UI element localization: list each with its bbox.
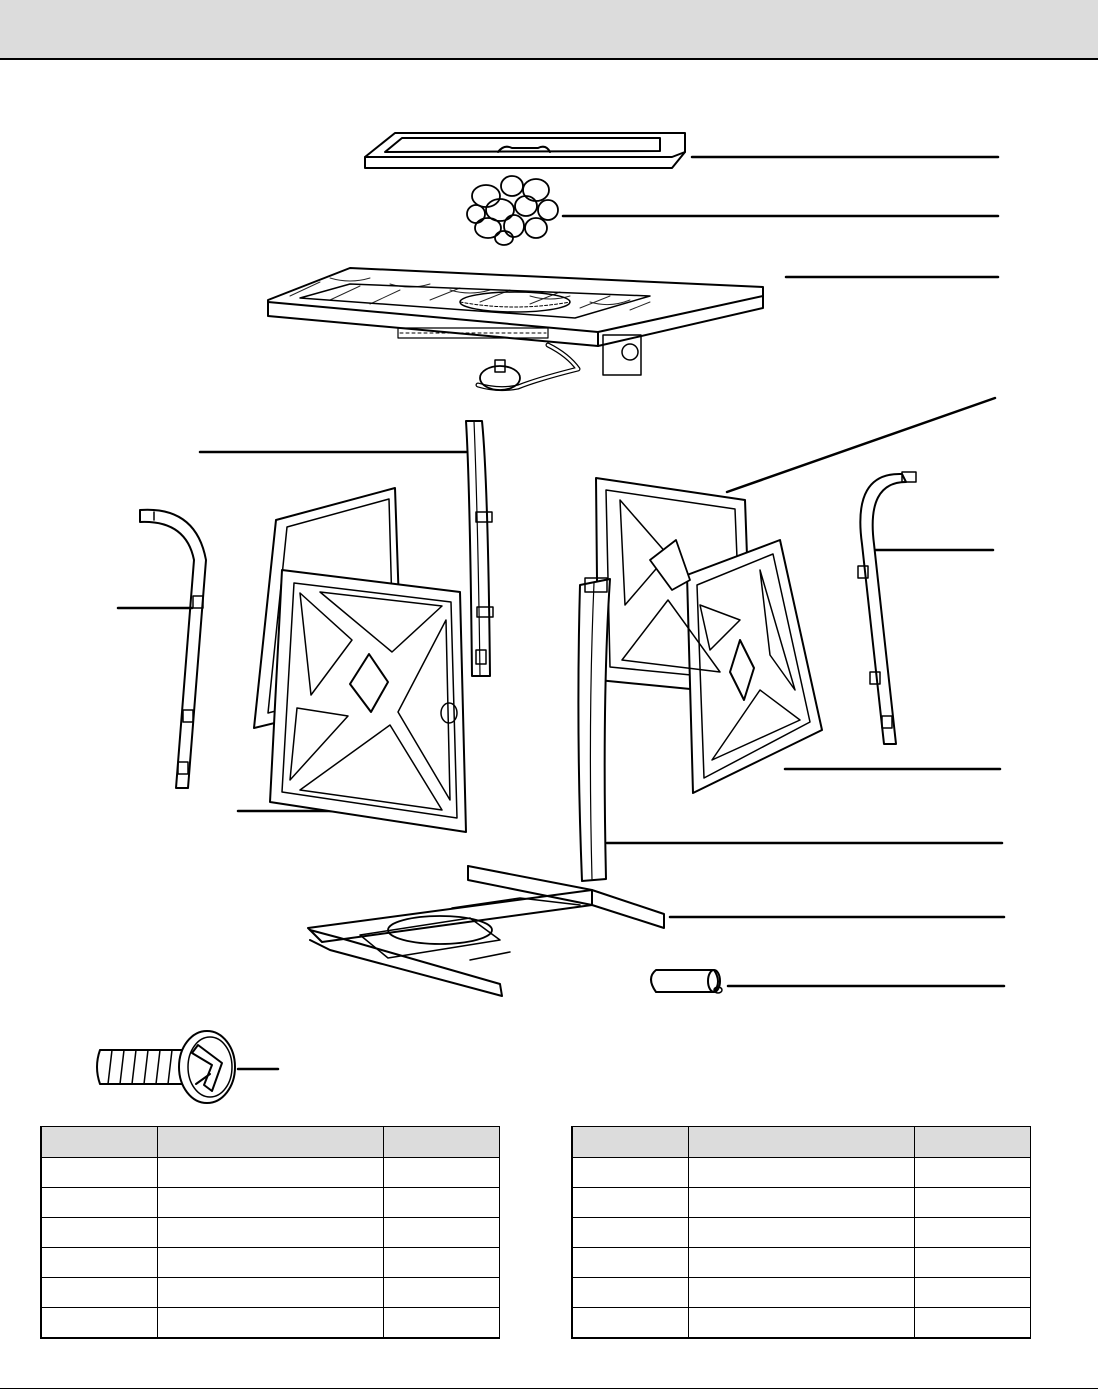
table-cell	[572, 1158, 688, 1188]
table-cell	[41, 1158, 157, 1188]
table-row	[41, 1248, 499, 1278]
curved-leg-left-icon	[140, 510, 206, 788]
table-header-quantity	[383, 1127, 499, 1158]
table-cell	[41, 1218, 157, 1248]
table-cell	[914, 1248, 1030, 1278]
parts-table-left	[40, 1126, 500, 1339]
table-row	[572, 1188, 1030, 1218]
cylinder-icon	[651, 970, 722, 993]
table-cell	[41, 1278, 157, 1308]
table-row	[41, 1188, 499, 1218]
right-side-panels-icon	[596, 478, 822, 793]
table-row	[41, 1218, 499, 1248]
table-cell	[157, 1308, 383, 1339]
screw-icon	[97, 1031, 235, 1103]
table-cell	[383, 1308, 499, 1339]
table-cell	[41, 1248, 157, 1278]
table-cell	[688, 1278, 914, 1308]
table-cell	[383, 1248, 499, 1278]
table-cell	[688, 1218, 914, 1248]
parts-table-right	[571, 1126, 1031, 1339]
table-header-part	[572, 1127, 688, 1158]
table-row	[41, 1158, 499, 1188]
table-cell	[41, 1308, 157, 1339]
burner-table-top-icon	[268, 268, 763, 390]
table-cell	[688, 1308, 914, 1339]
table-cell	[914, 1218, 1030, 1248]
curved-leg-right-icon	[858, 472, 916, 744]
table-cell	[572, 1188, 688, 1218]
front-leg-icon	[578, 578, 610, 881]
table-cell	[572, 1218, 688, 1248]
table-cell	[914, 1188, 1030, 1218]
table-cell	[688, 1188, 914, 1218]
table-cell	[914, 1278, 1030, 1308]
left-side-panels-icon	[254, 488, 466, 832]
table-row	[41, 1308, 499, 1339]
table-header-description	[688, 1127, 914, 1158]
table-header-quantity	[914, 1127, 1030, 1158]
table-cell	[383, 1218, 499, 1248]
table-cell	[688, 1248, 914, 1278]
footer-rule	[0, 1388, 1098, 1389]
table-header-description	[157, 1127, 383, 1158]
table-header-part	[41, 1127, 157, 1158]
lid-icon	[365, 133, 685, 168]
table-row	[572, 1218, 1030, 1248]
table-cell	[688, 1158, 914, 1188]
table-cell	[383, 1158, 499, 1188]
table-cell	[572, 1278, 688, 1308]
table-row	[572, 1158, 1030, 1188]
table-cell	[914, 1308, 1030, 1339]
table-cell	[572, 1308, 688, 1339]
table-row	[572, 1248, 1030, 1278]
rear-leg-icon	[466, 421, 493, 676]
table-cell	[157, 1188, 383, 1218]
table-cell	[914, 1158, 1030, 1188]
table-cell	[383, 1188, 499, 1218]
table-row	[41, 1278, 499, 1308]
table-row	[572, 1278, 1030, 1308]
table-cell	[383, 1278, 499, 1308]
lava-rocks-icon	[467, 176, 558, 245]
base-frame-icon	[308, 866, 664, 996]
table-cell	[157, 1218, 383, 1248]
callout-line-right-panels	[727, 398, 995, 492]
table-row	[572, 1308, 1030, 1339]
table-cell	[157, 1158, 383, 1188]
table-cell	[157, 1278, 383, 1308]
table-cell	[157, 1248, 383, 1278]
callout-lines	[118, 157, 1004, 1069]
table-cell	[572, 1248, 688, 1278]
table-cell	[41, 1188, 157, 1218]
